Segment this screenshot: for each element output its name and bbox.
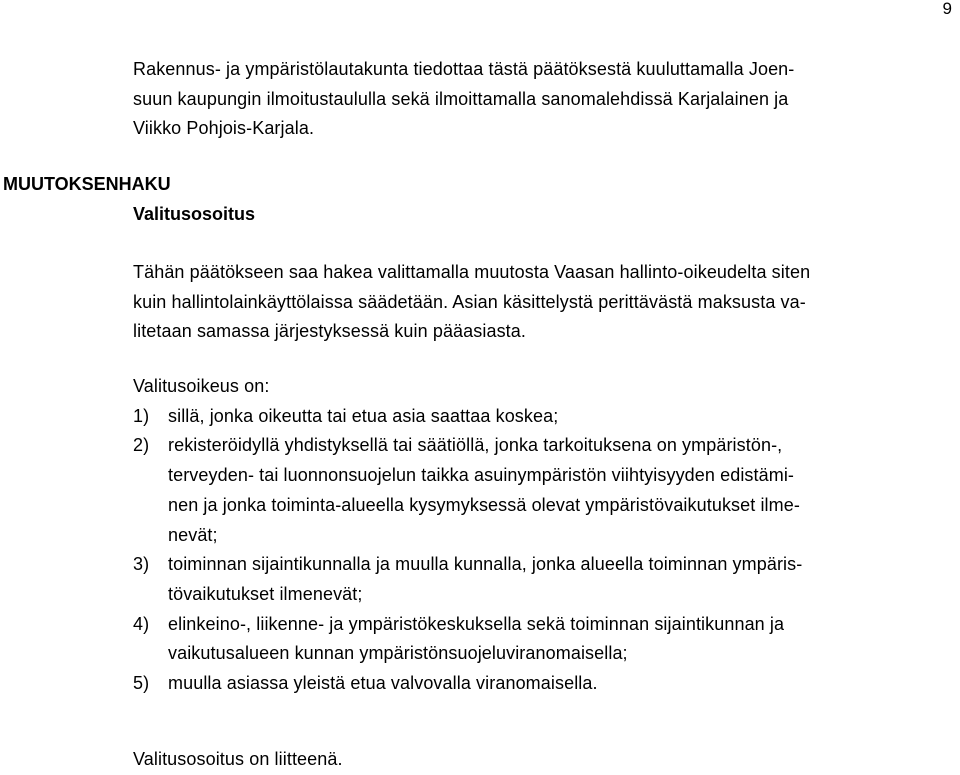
page-number: 9	[942, 0, 952, 18]
text-line: sillä, jonka oikeutta tai etua asia saattaa koskea;	[168, 405, 559, 426]
text-line: rekisteröidyllä yhdistyksellä tai säätiöllä, jonka tarkoituksena on ympäristön-,	[168, 435, 783, 456]
list-item	[133, 669, 948, 699]
text-line: suun kaupungin ilmoitustaululla sekä ilmoittamalla sanomalehdissä Karjalainen ja	[133, 88, 789, 109]
list-item-number: 2)	[133, 435, 150, 456]
list-title: Valitusoikeus on:	[133, 376, 270, 396]
appeal-paragraph	[133, 258, 948, 347]
text-line: litetaan samassa järjestyksessä kuin pääasiasta.	[133, 321, 526, 342]
text-line: toiminnan sijaintikunnalla ja muulla kunnalla, jonka alueella toiminnan ympäris-	[168, 554, 803, 575]
list-item	[133, 402, 948, 432]
text-line: nevät;	[168, 524, 218, 545]
text-line: nen ja jonka toiminta-alueella kysymyksessä olevat ympäristövaikutukset ilme-	[168, 494, 800, 515]
text-line: Tähän päätökseen saa hakea valittamalla muutosta Vaasan hallinto-oikeudelta siten	[133, 262, 811, 282]
list-item-number: 5)	[133, 673, 150, 694]
appeal-rights-list	[133, 372, 948, 699]
list-item-number: 4)	[133, 613, 150, 634]
section-heading: MUUTOKSENHAKU	[3, 174, 171, 194]
intro-paragraph	[133, 55, 948, 144]
text-line: muulla asiassa yleistä etua valvovalla viranomaisella.	[168, 673, 598, 694]
list-item	[133, 550, 948, 609]
text-line: vaikutusalueen kunnan ympäristönsuojeluviranomaisella;	[168, 643, 628, 664]
text-line: kuin hallintolainkäyttölaissa säädetään. Asian käsittelystä perittävästä maksusta va-	[133, 291, 806, 312]
text-line: tövaikutukset ilmenevät;	[168, 583, 363, 604]
text-line: elinkeino-, liikenne- ja ympäristökeskuksella sekä toiminnan sijaintikunnan ja	[168, 613, 785, 634]
text-line: Viikko Pohjois-Karjala.	[133, 118, 315, 139]
section-subheading: Valitusosoitus	[133, 204, 256, 224]
text-line: Rakennus- ja ympäristölautakunta tiedottaa tästä päätöksestä kuuluttamalla Joen-	[133, 59, 795, 79]
list-item	[133, 431, 948, 550]
footer-note	[133, 745, 948, 775]
text-line: terveyden- tai luonnonsuojelun taikka asuinympäristön viihtyisyyden edistämi-	[168, 465, 795, 486]
list-item-number: 3)	[133, 554, 150, 575]
list-item-number: 1)	[133, 405, 150, 426]
text-line: Valitusosoitus on liitteenä.	[133, 749, 343, 769]
list-item	[133, 610, 948, 669]
